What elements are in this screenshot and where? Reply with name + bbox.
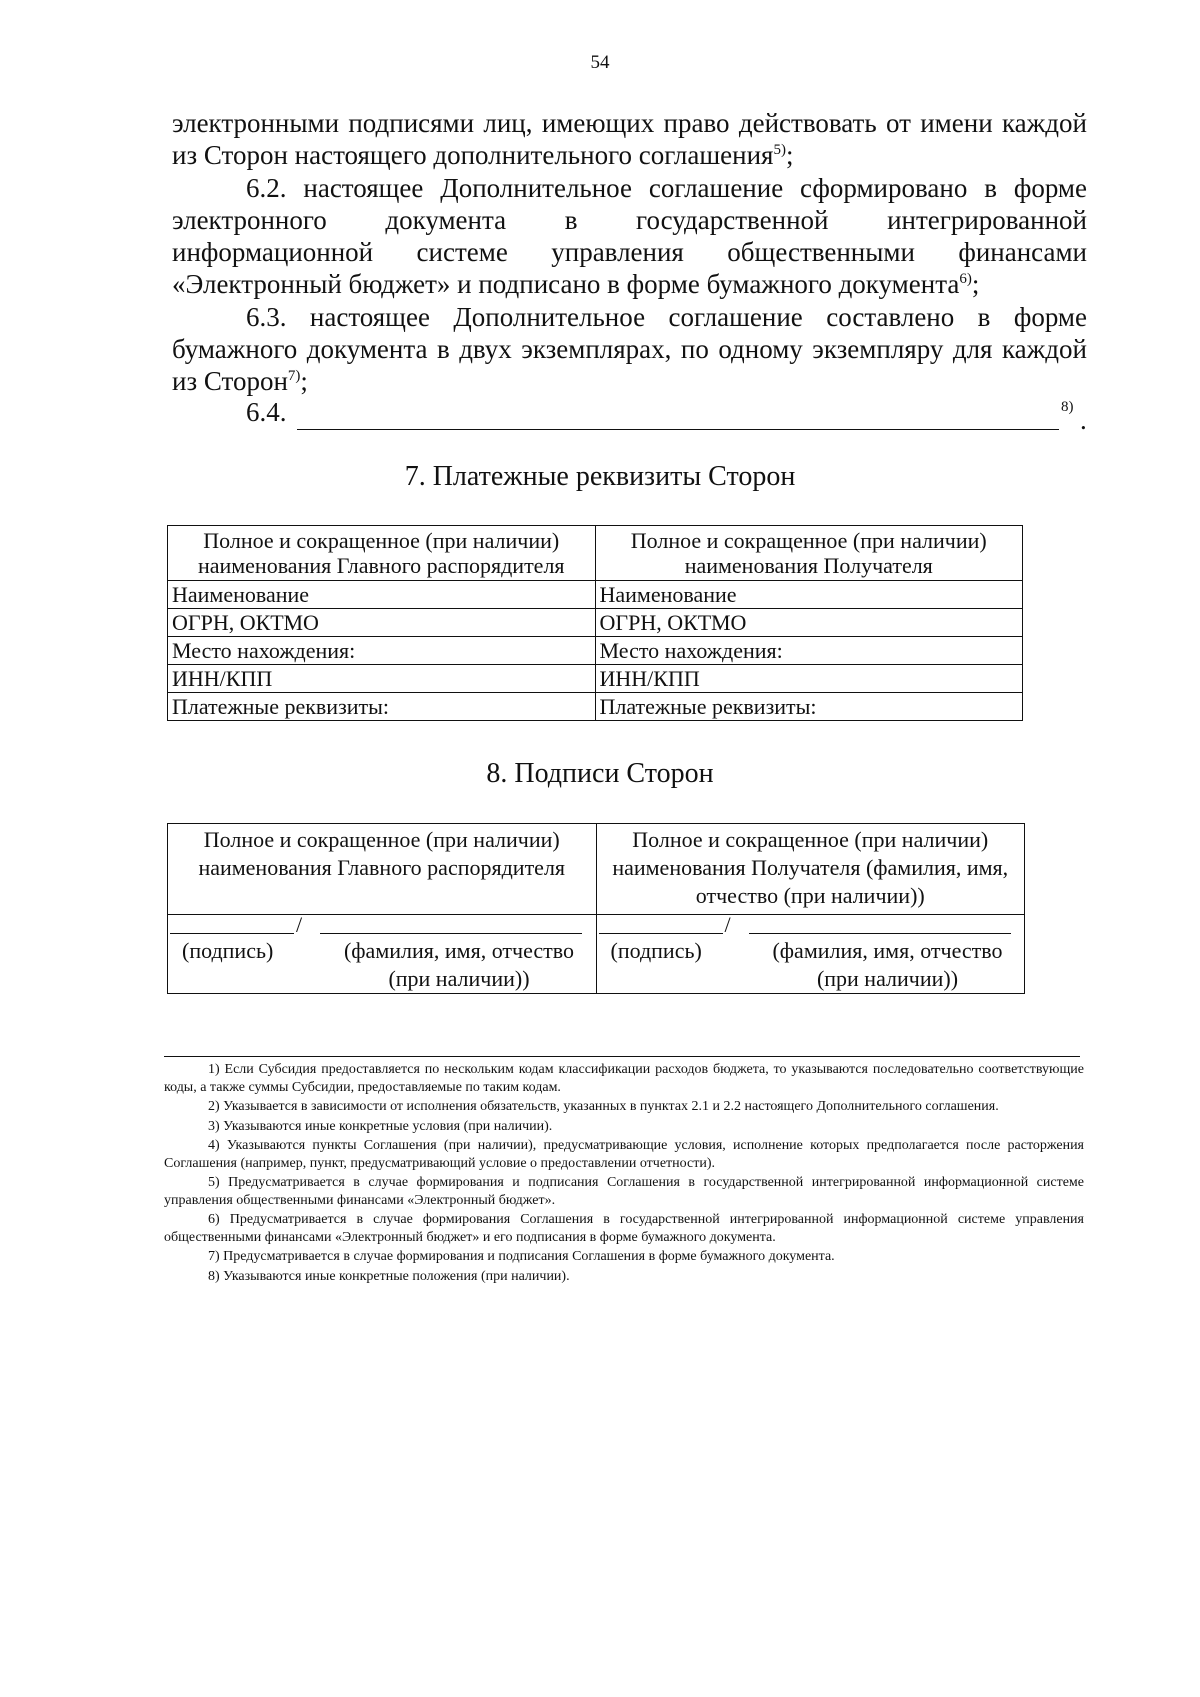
name-line xyxy=(749,933,1011,934)
paragraph-6-4-blank-line xyxy=(297,429,1059,430)
cell-right-ogrn: ОГРН, ОКТМО xyxy=(595,609,1023,637)
footnotes xyxy=(164,1061,1084,1287)
name-caption: (фамилия, имя, отчество (при наличии)) xyxy=(772,938,1003,991)
table-row xyxy=(168,693,1023,721)
cell-right-location: Место нахождения: xyxy=(595,637,1023,665)
footnote-2: 2) Указывается в зависимости от исполнения обязательств, указанных в пунктах 2.1 и 2.2 настоящего Дополнительного соглашения. xyxy=(208,1099,999,1114)
signature-header-main-manager: Полное и сокращенное (при наличии) наименования Главного распорядителя xyxy=(168,824,597,915)
paragraph-intro xyxy=(172,107,1087,171)
cell-left-payment: Платежные реквизиты: xyxy=(168,693,596,721)
signature-block-right xyxy=(596,912,1025,994)
paragraph-6-2 xyxy=(172,172,1087,300)
table-row xyxy=(168,665,1023,693)
paragraph-intro-text: электронными подписями лиц, имеющих право действовать от имени каждой из Сторон настоящего дополнительного соглашения xyxy=(172,108,1087,170)
footnote-6: 6) Предусматривается в случае формирования Соглашения в государственной интегрированной информационной системе управления общественными финансами «Электронный бюджет» и его подписания в форме бумажного документа. xyxy=(164,1212,1084,1245)
paragraph-6-3 xyxy=(172,301,1087,397)
signature-line xyxy=(599,933,723,934)
cell-right-payment: Платежные реквизиты: xyxy=(595,693,1023,721)
footnote-ref-6: 6) xyxy=(959,271,972,287)
payment-details-table xyxy=(167,525,1023,721)
header-main-manager: Полное и сокращенное (при наличии) наименования Главного распорядителя xyxy=(168,526,596,581)
cell-right-inn: ИНН/КПП xyxy=(595,665,1023,693)
section-8-heading: 8. Подписи Сторон xyxy=(486,758,714,789)
footnote-3: 3) Указываются иные конкретные условия (при наличии). xyxy=(208,1118,553,1134)
paragraph-6-3-text: 6.3. настоящее Дополнительное соглашение составлено в форме бумажного документа в двух экземплярах, по одному экземпляру для каждой из Сторон xyxy=(172,302,1087,396)
footnote-4: 4) Указываются пункты Соглашения (при наличии), предусматривающие условия, исполнение которых предполагается после расторжения Соглашения (например, пункт, предусматривающий условие о предоставлении отчетности). xyxy=(164,1138,1084,1171)
footnote-7: 7) Предусматривается в случае формирования и подписания Соглашения в форме бумажного документа. xyxy=(208,1249,835,1264)
cell-left-name: Наименование xyxy=(168,581,596,609)
section-7-heading: 7. Платежные реквизиты Сторон xyxy=(404,461,796,492)
cell-right-name: Наименование xyxy=(595,581,1023,609)
signature-block-left xyxy=(168,912,597,994)
signature-header-recipient: Полное и сокращенное (при наличии) наименования Получателя (фамилия, имя, отчество (при наличии)) xyxy=(596,824,1025,915)
paragraph-intro-end: ; xyxy=(785,140,794,170)
footnote-8: 8) Указываются иные конкретные положения (при наличии). xyxy=(208,1268,570,1284)
signature-caption: (подпись) xyxy=(182,938,274,963)
cell-left-location: Место нахождения: xyxy=(168,637,596,665)
table-row xyxy=(168,581,1023,609)
footnote-1: 1) Если Субсидия предоставляется по нескольким кодам классификации расходов бюджета, то указываются последовательно соответствующие коды, а также суммы Субсидии, предоставляемые по таким кодам. xyxy=(164,1062,1084,1095)
footnote-ref-7: 7) xyxy=(287,368,301,384)
paragraph-6-4-end: . xyxy=(1080,405,1087,435)
footnote-ref-8: 8) xyxy=(1061,399,1074,415)
paragraph-6-4-label: 6.4. xyxy=(246,397,287,427)
name-caption: (фамилия, имя, отчество (при наличии)) xyxy=(343,938,575,991)
table-header-row xyxy=(168,526,1023,581)
signature-row xyxy=(168,915,1025,994)
name-line xyxy=(320,933,582,934)
paragraph-6-3-end: ; xyxy=(300,366,308,396)
signature-caption: (подпись) xyxy=(610,938,702,963)
signature-line xyxy=(170,933,294,934)
paragraph-6-2-text: 6.2. настоящее Дополнительное соглашение сформировано в форме электронного документа в государственной интегрированной информационной системе управления общественными финансами «Электронный бюджет» и подписано в форме бумажного документа xyxy=(172,173,1087,299)
table-header-row xyxy=(168,824,1025,915)
signature-separator: / xyxy=(724,912,731,937)
footnote-ref-5: 5) xyxy=(773,142,786,158)
cell-left-ogrn: ОГРН, ОКТМО xyxy=(168,609,596,637)
table-row xyxy=(168,637,1023,665)
footnote-5: 5) Предусматривается в случае формирования и подписания Соглашения в государственной интегрированной информационной системе управления общественными финансами «Электронный бюджет». xyxy=(164,1175,1084,1208)
table-row xyxy=(168,609,1023,637)
header-recipient: Полное и сокращенное (при наличии) наименования Получателя xyxy=(595,526,1023,581)
footnote-separator xyxy=(164,1056,1080,1057)
page-number: 54 xyxy=(590,52,610,73)
signatures-table xyxy=(167,823,1025,994)
cell-left-inn: ИНН/КПП xyxy=(168,665,596,693)
signature-separator: / xyxy=(296,912,303,937)
paragraph-6-2-end: ; xyxy=(971,269,980,299)
